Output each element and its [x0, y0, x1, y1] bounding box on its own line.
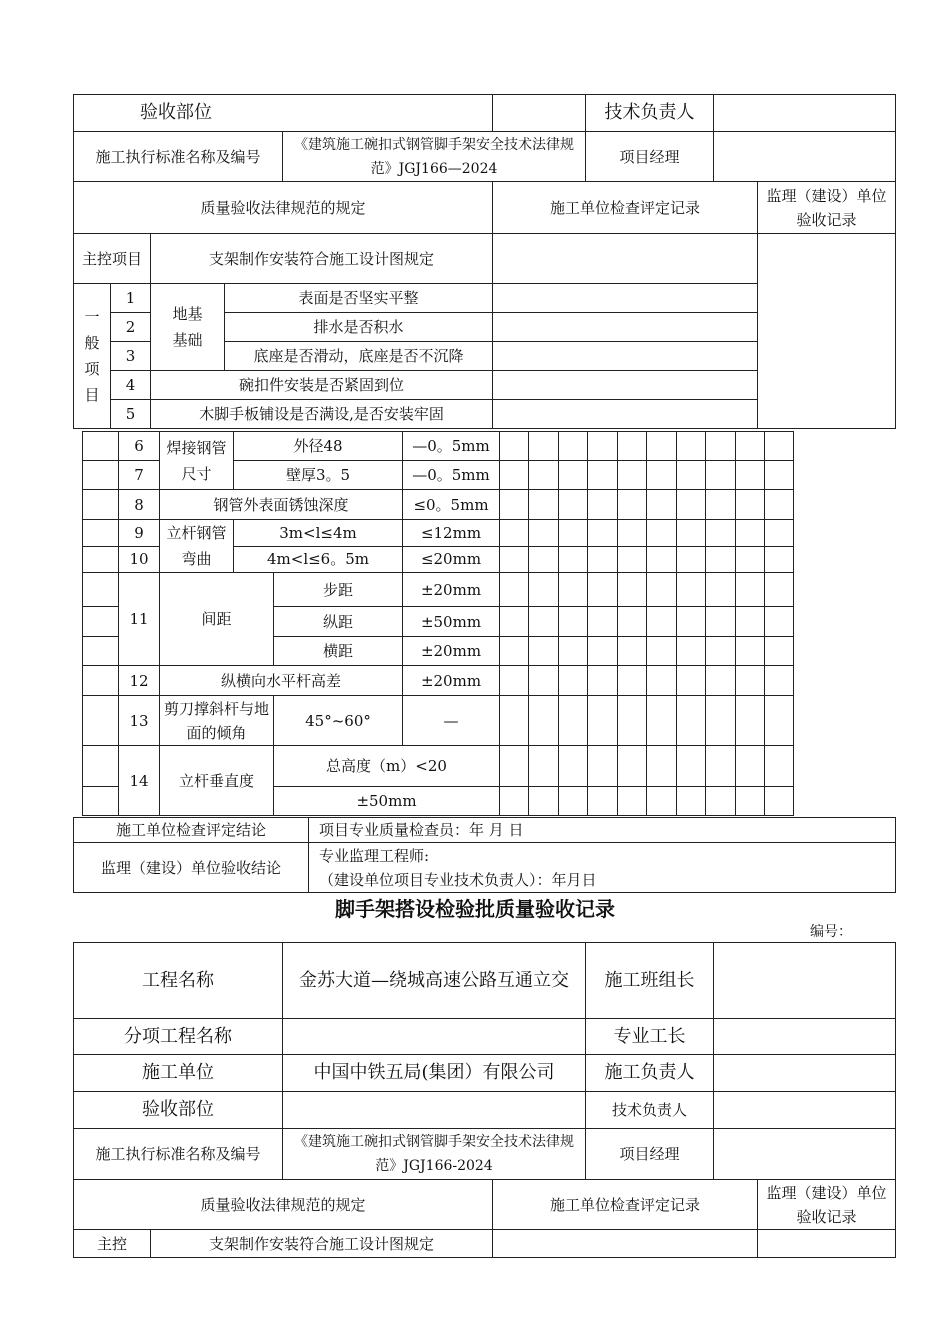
- measure-cell[interactable]: [559, 432, 588, 461]
- row-no: 1: [111, 284, 151, 313]
- measure-cell[interactable]: [677, 787, 706, 816]
- measure-cell[interactable]: [500, 546, 529, 573]
- measure-cell[interactable]: [677, 546, 706, 573]
- quality-spec-header: 质量验收法律规范的规定: [74, 182, 493, 234]
- supervision-header: 监理（建设）单位验收记录: [758, 182, 896, 234]
- project-manager-label: 项目经理: [586, 1129, 714, 1180]
- measure-cell[interactable]: [765, 696, 794, 746]
- measure-cell[interactable]: [500, 666, 529, 696]
- measure-cell[interactable]: [618, 573, 647, 607]
- row-no: 13: [119, 696, 160, 746]
- measure-cell[interactable]: [765, 573, 794, 607]
- measure-cell[interactable]: [500, 746, 529, 787]
- row-item: 3m<l≤4m: [234, 520, 403, 547]
- document-title: 脚手架搭设检验批质量验收记录: [335, 897, 615, 921]
- measure-cell[interactable]: [529, 461, 559, 490]
- measure-cell[interactable]: [500, 573, 529, 607]
- measure-cell[interactable]: [736, 520, 765, 547]
- measure-cell[interactable]: [736, 637, 765, 666]
- blank-cell: [83, 696, 119, 746]
- measure-cell[interactable]: [618, 520, 647, 547]
- main-item-text: 支架制作安装符合施工设计图规定: [151, 1230, 493, 1258]
- supervision-cell[interactable]: [758, 234, 896, 429]
- measure-cell[interactable]: [647, 637, 677, 666]
- conclusion-label: 施工单位检查评定结论: [74, 818, 309, 843]
- foreman-label: 专业工长: [586, 1019, 714, 1055]
- tech-lead-value[interactable]: [714, 95, 896, 132]
- row-item: 钢管外表面锈蚀深度: [160, 490, 403, 520]
- measure-cell[interactable]: [765, 637, 794, 666]
- blank-cell: [83, 432, 119, 461]
- row-item: 外径48: [234, 432, 403, 461]
- measure-cell[interactable]: [618, 787, 647, 816]
- measure-cell[interactable]: [559, 787, 588, 816]
- measure-cell[interactable]: [736, 432, 765, 461]
- measure-cell[interactable]: [647, 607, 677, 637]
- row-text: 底座是否滑动，底座是否不沉降: [225, 342, 493, 371]
- row-text: 表面是否坚实平整: [225, 284, 493, 313]
- main-item-label: 主控项目: [74, 234, 151, 284]
- row-no: 9: [119, 520, 160, 547]
- row-item: 剪刀撑斜杆与地面的倾角: [160, 696, 274, 746]
- measure-cell[interactable]: [618, 746, 647, 787]
- measure-cell[interactable]: [588, 666, 618, 696]
- row-item: 壁厚3。5: [234, 461, 403, 490]
- measure-cell[interactable]: [588, 637, 618, 666]
- row-record[interactable]: [493, 371, 758, 400]
- measure-cell[interactable]: [647, 520, 677, 547]
- measure-cell[interactable]: [736, 746, 765, 787]
- measure-cell[interactable]: [618, 666, 647, 696]
- row-item: 步距: [274, 573, 403, 607]
- measure-cell[interactable]: [677, 490, 706, 520]
- blank-cell: [83, 573, 119, 607]
- row-no: 11: [119, 573, 160, 666]
- conclusion-value[interactable]: 项目专业质量检查员：年 月 日: [309, 818, 896, 843]
- blank-cell: [83, 546, 119, 573]
- measure-cell[interactable]: [765, 787, 794, 816]
- measure-cell[interactable]: [618, 607, 647, 637]
- measure-cell[interactable]: [647, 573, 677, 607]
- measure-cell[interactable]: [500, 607, 529, 637]
- measure-cell[interactable]: [529, 666, 559, 696]
- blank-cell: [83, 787, 119, 816]
- measure-cell[interactable]: [677, 746, 706, 787]
- blank-cell: [83, 666, 119, 696]
- measure-cell[interactable]: [529, 573, 559, 607]
- measure-cell[interactable]: [500, 696, 529, 746]
- team-leader-value[interactable]: [714, 943, 896, 1019]
- row-item: 纵横向水平杆高差: [160, 666, 403, 696]
- measure-cell[interactable]: [677, 573, 706, 607]
- measure-cell[interactable]: [588, 696, 618, 746]
- sub-project-label: 分项工程名称: [74, 1019, 283, 1055]
- main-item-label: 主控: [74, 1230, 151, 1258]
- row-no: 14: [119, 746, 160, 816]
- standard-label: 施工执行标准名称及编号: [74, 132, 283, 182]
- measure-cell[interactable]: [588, 432, 618, 461]
- row-no: 6: [119, 432, 160, 461]
- standard-label: 施工执行标准名称及编号: [74, 1129, 283, 1180]
- row-no: 3: [111, 342, 151, 371]
- blank-cell: [83, 461, 119, 490]
- quality-spec-header: 质量验收法律规范的规定: [74, 1180, 493, 1230]
- measure-cell[interactable]: [529, 546, 559, 573]
- row-height: 总高度（m）<20: [274, 746, 500, 787]
- general-item-label: 一般项目: [74, 284, 111, 429]
- measure-cell[interactable]: [559, 573, 588, 607]
- measure-cell[interactable]: [677, 696, 706, 746]
- spacing-label: 间距: [160, 573, 274, 666]
- row-value: 45°~60°: [274, 696, 403, 746]
- row-no: 10: [119, 546, 160, 573]
- measure-cell[interactable]: [647, 696, 677, 746]
- row-item: 纵距: [274, 607, 403, 637]
- row-item: 横距: [274, 637, 403, 666]
- row-tolerance: —: [403, 696, 500, 746]
- measure-cell[interactable]: [647, 787, 677, 816]
- sub-project-value[interactable]: [283, 1019, 586, 1055]
- measure-cell[interactable]: [765, 607, 794, 637]
- unit-value: 中国中铁五局(集团）有限公司: [283, 1055, 586, 1092]
- measure-cell[interactable]: [618, 637, 647, 666]
- unit-check-header: 施工单位检查评定记录: [493, 182, 758, 234]
- measure-cell[interactable]: [588, 546, 618, 573]
- project-manager-label: 项目经理: [586, 132, 714, 182]
- acceptance-part-label: 验收部位: [74, 95, 493, 132]
- row-tolerance: ±50mm: [274, 787, 500, 816]
- measure-cell[interactable]: [500, 490, 529, 520]
- measure-cell[interactable]: [618, 546, 647, 573]
- measure-cell[interactable]: [529, 637, 559, 666]
- project-name-value: 金苏大道—绕城高速公路互通立交: [283, 943, 586, 1019]
- measurement-table: [82, 431, 794, 816]
- measure-cell[interactable]: [706, 520, 736, 547]
- measure-cell[interactable]: [500, 432, 529, 461]
- measure-cell[interactable]: [559, 607, 588, 637]
- unit-lead-value[interactable]: [714, 1055, 896, 1092]
- measure-cell[interactable]: [588, 520, 618, 547]
- row-tolerance: ≤20mm: [403, 546, 500, 573]
- measure-cell[interactable]: [706, 432, 736, 461]
- row-no: 7: [119, 461, 160, 490]
- measure-cell[interactable]: [647, 432, 677, 461]
- measure-cell[interactable]: [529, 746, 559, 787]
- row-no: 8: [119, 490, 160, 520]
- measure-cell[interactable]: [736, 546, 765, 573]
- measure-cell[interactable]: [736, 666, 765, 696]
- supervision-header: 监理（建设）单位验收记录: [758, 1180, 896, 1230]
- row-no: 5: [111, 400, 151, 429]
- measure-cell[interactable]: [765, 520, 794, 547]
- standard-value: 《建筑施工碗扣式钢管脚手架安全技术法律规范》JGJ166—2024: [283, 132, 586, 182]
- measure-cell[interactable]: [618, 432, 647, 461]
- measure-cell[interactable]: [647, 461, 677, 490]
- row-tolerance: —0。5mm: [403, 432, 500, 461]
- measure-cell[interactable]: [559, 490, 588, 520]
- blank-cell: [83, 490, 119, 520]
- measure-cell[interactable]: [618, 461, 647, 490]
- project-manager-value[interactable]: [714, 1129, 896, 1180]
- main-item-record[interactable]: [493, 234, 758, 284]
- measure-cell[interactable]: [736, 573, 765, 607]
- measure-cell[interactable]: [647, 666, 677, 696]
- conclusion-table: [73, 817, 896, 893]
- tech-lead-label: 技术负责人: [586, 1092, 714, 1129]
- tech-lead-value[interactable]: [714, 1092, 896, 1129]
- row-no: 12: [119, 666, 160, 696]
- row-record[interactable]: [493, 313, 758, 342]
- row-record[interactable]: [493, 400, 758, 429]
- measure-cell[interactable]: [677, 461, 706, 490]
- measure-cell[interactable]: [677, 637, 706, 666]
- row-text: 排水是否积水: [225, 313, 493, 342]
- acceptance-part-value[interactable]: [283, 1092, 586, 1129]
- project-manager-value[interactable]: [714, 132, 896, 182]
- row-item: 立杆垂直度: [160, 746, 274, 816]
- measure-cell[interactable]: [647, 490, 677, 520]
- row-tolerance: ≤12mm: [403, 520, 500, 547]
- unit-check-header: 施工单位检查评定记录: [493, 1180, 758, 1230]
- serial-label: 编号：: [810, 924, 852, 940]
- measure-cell[interactable]: [706, 696, 736, 746]
- measure-cell[interactable]: [647, 746, 677, 787]
- row-text: 碗扣件安装是否紧固到位: [151, 371, 493, 400]
- row-tolerance: —0。5mm: [403, 461, 500, 490]
- measure-cell[interactable]: [559, 696, 588, 746]
- row-no: 4: [111, 371, 151, 400]
- measure-cell[interactable]: [706, 637, 736, 666]
- unit-lead-label: 施工负责人: [586, 1055, 714, 1092]
- blank-cell: [83, 607, 119, 637]
- row-no: 2: [111, 313, 151, 342]
- measure-cell[interactable]: [736, 607, 765, 637]
- measure-cell[interactable]: [588, 746, 618, 787]
- measure-cell[interactable]: [500, 787, 529, 816]
- row-tolerance: ±20mm: [403, 573, 500, 607]
- measure-cell[interactable]: [588, 607, 618, 637]
- supervision-line-1: 专业监理工程师:: [319, 846, 430, 865]
- measure-cell[interactable]: [500, 637, 529, 666]
- measure-cell[interactable]: [529, 607, 559, 637]
- row-tolerance: ≤0。5mm: [403, 490, 500, 520]
- measure-cell[interactable]: [500, 461, 529, 490]
- measure-cell[interactable]: [529, 490, 559, 520]
- main-item-text: 支架制作安装符合施工设计图规定: [151, 234, 493, 284]
- pole-bend-label: 立杆钢管弯曲: [160, 520, 234, 573]
- acceptance-part-label: 验收部位: [74, 1092, 283, 1129]
- supervision-cell[interactable]: [758, 1230, 896, 1258]
- measure-cell[interactable]: [765, 666, 794, 696]
- measure-cell[interactable]: [677, 432, 706, 461]
- measure-cell[interactable]: [677, 607, 706, 637]
- acceptance-part-value[interactable]: [493, 95, 586, 132]
- supervision-conclusion-value[interactable]: [309, 843, 896, 893]
- measure-cell[interactable]: [588, 490, 618, 520]
- acceptance-table-top: [73, 94, 896, 429]
- measure-cell[interactable]: [706, 607, 736, 637]
- measure-cell[interactable]: [736, 696, 765, 746]
- measure-cell[interactable]: [706, 546, 736, 573]
- measure-cell[interactable]: [765, 432, 794, 461]
- standard-value: 《建筑施工碗扣式钢管脚手架安全技术法律规范》JGJ166-2024: [283, 1129, 586, 1180]
- measure-cell[interactable]: [559, 546, 588, 573]
- measure-cell[interactable]: [677, 666, 706, 696]
- measure-cell[interactable]: [765, 546, 794, 573]
- row-record[interactable]: [493, 342, 758, 371]
- measure-cell[interactable]: [559, 746, 588, 787]
- measure-cell[interactable]: [706, 461, 736, 490]
- main-item-record[interactable]: [493, 1230, 758, 1258]
- blank-cell: [83, 520, 119, 547]
- row-item: 4m<l≤6。5m: [234, 546, 403, 573]
- weld-pipe-label: 焊接钢管尺寸: [160, 432, 234, 490]
- measure-cell[interactable]: [706, 490, 736, 520]
- measure-cell[interactable]: [618, 490, 647, 520]
- foundation-label: 地基基础: [151, 284, 225, 371]
- measure-cell[interactable]: [559, 637, 588, 666]
- foreman-value[interactable]: [714, 1019, 896, 1055]
- supervision-conclusion-label: 监理（建设）单位验收结论: [74, 843, 309, 893]
- measure-cell[interactable]: [706, 573, 736, 607]
- measure-cell[interactable]: [529, 520, 559, 547]
- measure-cell[interactable]: [765, 746, 794, 787]
- measure-cell[interactable]: [559, 520, 588, 547]
- measure-cell[interactable]: [736, 461, 765, 490]
- measure-cell[interactable]: [559, 461, 588, 490]
- row-record[interactable]: [493, 284, 758, 313]
- project-name-label: 工程名称: [74, 943, 283, 1019]
- blank-cell: [83, 637, 119, 666]
- row-tolerance: ±20mm: [403, 666, 500, 696]
- row-tolerance: ±20mm: [403, 637, 500, 666]
- measure-cell[interactable]: [765, 490, 794, 520]
- measure-cell[interactable]: [588, 573, 618, 607]
- measure-cell[interactable]: [736, 490, 765, 520]
- measure-cell[interactable]: [706, 787, 736, 816]
- measure-cell[interactable]: [529, 787, 559, 816]
- measure-cell[interactable]: [588, 787, 618, 816]
- measure-cell[interactable]: [677, 520, 706, 547]
- measure-cell[interactable]: [765, 461, 794, 490]
- row-tolerance: ±50mm: [403, 607, 500, 637]
- measure-cell[interactable]: [559, 666, 588, 696]
- measure-cell[interactable]: [529, 696, 559, 746]
- measure-cell[interactable]: [500, 520, 529, 547]
- row-text: 木脚手板铺设是否满设,是否安装牢固: [151, 400, 493, 429]
- measure-cell[interactable]: [647, 546, 677, 573]
- measure-cell[interactable]: [706, 746, 736, 787]
- measure-cell[interactable]: [706, 666, 736, 696]
- acceptance-table-bottom: [73, 942, 896, 1258]
- unit-label: 施工单位: [74, 1055, 283, 1092]
- supervision-line-2: （建设单位项目专业技术负责人）：年月日: [319, 870, 597, 889]
- measure-cell[interactable]: [736, 787, 765, 816]
- blank-cell: [83, 746, 119, 787]
- measure-cell[interactable]: [588, 461, 618, 490]
- measure-cell[interactable]: [618, 696, 647, 746]
- measure-cell[interactable]: [529, 432, 559, 461]
- tech-lead-label: 技术负责人: [586, 95, 714, 132]
- team-leader-label: 施工班组长: [586, 943, 714, 1019]
